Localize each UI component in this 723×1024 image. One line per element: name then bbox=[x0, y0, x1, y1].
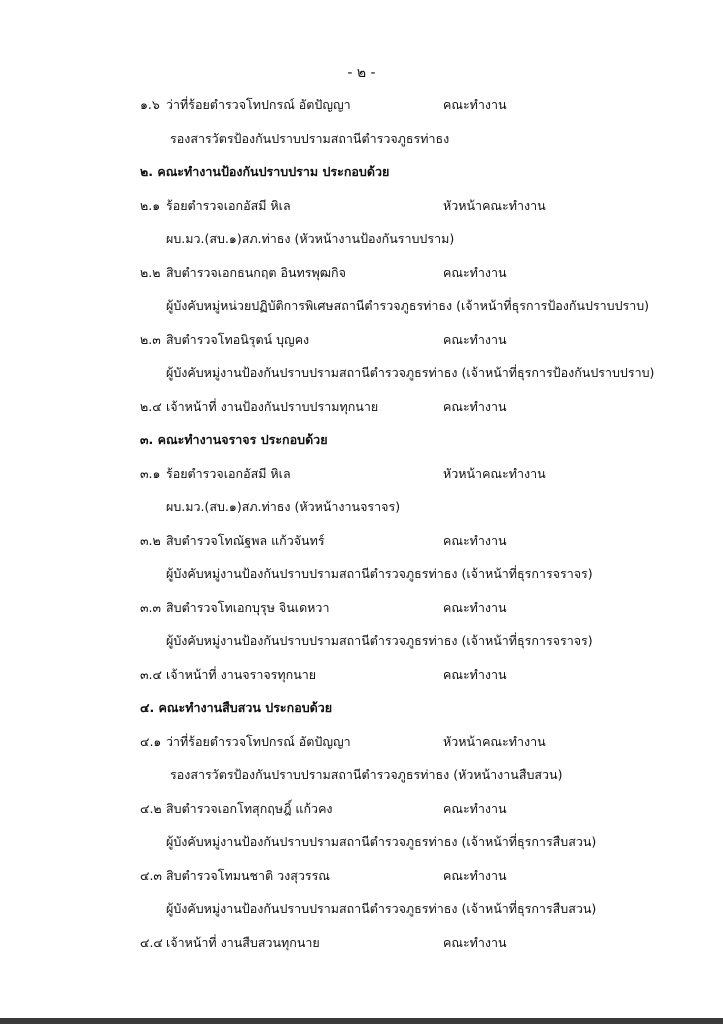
member-name: เจ้าหน้าที่ งานป้องกันปราบปรามทุกนาย bbox=[166, 398, 379, 414]
member-role: หัวหน้าคณะทำงาน bbox=[443, 197, 546, 213]
member-role: คณะทำงาน bbox=[443, 264, 507, 280]
member-line bbox=[0, 725, 723, 759]
section-heading bbox=[0, 155, 723, 189]
item-number: ๑.๖ bbox=[140, 97, 160, 112]
position-text: ผบ.มว.(สบ.๑)สภ.ท่าธง (หัวหน้างานจราจร) bbox=[166, 499, 401, 514]
section-heading-text: ๓. คณะทำงานจราจร ประกอบด้วย bbox=[140, 432, 328, 447]
member-line bbox=[0, 390, 723, 424]
member-name: สิบตำรวจเอกโทสุกฤษฎิ์ แก้วคง bbox=[166, 800, 333, 816]
section-heading-text: ๒. คณะทำงานป้องกันปราบปราม ประกอบด้วย bbox=[140, 164, 390, 179]
position-line bbox=[0, 222, 723, 256]
member-role: หัวหน้าคณะทำงาน bbox=[443, 465, 546, 481]
member-line bbox=[0, 256, 723, 290]
member-name: ว่าที่ร้อยตำรวจโทปกรณ์ อัตปัญญา bbox=[166, 733, 351, 749]
member-role: คณะทำงาน bbox=[443, 666, 507, 682]
position-line bbox=[0, 490, 723, 524]
document-content bbox=[0, 88, 723, 959]
position-text: ผู้บังคับหมู่งานป้องกันปราบปรามสถานีตำรวจภูธรท่าธง (เจ้าหน้าที่ธุรการจราจร) bbox=[166, 633, 593, 648]
section-heading bbox=[0, 691, 723, 725]
item-number: ๒.๓ bbox=[140, 331, 161, 347]
member-role: คณะทำงาน bbox=[443, 599, 507, 615]
item-number: ๓.๓ bbox=[140, 599, 162, 615]
position-line bbox=[0, 356, 723, 390]
member-role: คณะทำงาน bbox=[443, 97, 507, 112]
member-name: ว่าที่ร้อยตำรวจโทปกรณ์ อัตปัญญา bbox=[166, 97, 351, 112]
member-role: คณะทำงาน bbox=[443, 867, 507, 883]
page-number: - ๒ - bbox=[347, 65, 376, 81]
item-number: ๒.๒ bbox=[140, 264, 161, 280]
member-role: คณะทำงาน bbox=[443, 398, 507, 414]
member-role: คณะทำงาน bbox=[443, 532, 507, 548]
item-number: ๔.๒ bbox=[140, 800, 162, 816]
member-line bbox=[0, 591, 723, 625]
member-name: ร้อยตำรวจเอกอัสมี หิเล bbox=[166, 465, 291, 481]
member-role: คณะทำงาน bbox=[443, 331, 507, 347]
member-role: คณะทำงาน bbox=[443, 800, 507, 816]
position-text: รองสารวัตรป้องกันปราบปรามสถานีตำรวจภูธรท่าธง (หัวหน้างานสืบสวน) bbox=[170, 767, 563, 782]
position-text: ผู้บังคับหมู่งานป้องกันปราบปรามสถานีตำรวจภูธรท่าธง (เจ้าหน้าที่ธุรการป้องกันปราบปราบ) bbox=[166, 365, 655, 380]
member-role: คณะทำงาน bbox=[443, 934, 507, 950]
member-line bbox=[0, 88, 723, 122]
position-line bbox=[0, 825, 723, 859]
member-line bbox=[0, 859, 723, 893]
position-text: รองสารวัตรป้องกันปราบปรามสถานีตำรวจภูธรท่าธง bbox=[170, 130, 450, 146]
position-line bbox=[0, 892, 723, 926]
bottom-edge-bar bbox=[0, 1018, 723, 1024]
member-name: สิบตำรวจโทมนชาติ วงสุวรรณ bbox=[166, 867, 330, 883]
member-line bbox=[0, 658, 723, 692]
position-text: ผบ.มว.(สบ.๑)สภ.ท่าธง (หัวหน้างานป้องกันราบปราม) bbox=[166, 231, 455, 246]
member-name: สิบตำรวจโทณัฐพล แก้วจันทร์ bbox=[166, 532, 325, 548]
item-number: ๒.๔ bbox=[140, 398, 162, 414]
position-line bbox=[0, 289, 723, 323]
member-name: สิบตำรวจโทเอกบุรุษ จินเดหวา bbox=[166, 599, 330, 615]
member-name: ร้อยตำรวจเอกอัสมี หิเล bbox=[166, 197, 291, 213]
member-name: สิบตำรวจเอกธนกฤต อินทรพุฒกิจ bbox=[166, 264, 346, 280]
section-heading bbox=[0, 423, 723, 457]
position-text: ผู้บังคับหมู่งานป้องกันปราบปรามสถานีตำรวจภูธรท่าธง (เจ้าหน้าที่ธุรการสืบสวน) bbox=[166, 834, 597, 849]
member-name: เจ้าหน้าที่ งานจราจรทุกนาย bbox=[166, 666, 317, 682]
item-number: ๔.๔ bbox=[140, 934, 163, 950]
item-number: ๓.๒ bbox=[140, 532, 161, 548]
item-number: ๓.๔ bbox=[140, 666, 162, 682]
member-name: สิบตำรวจโทอนิรุตน์ บุญคง bbox=[166, 331, 310, 347]
position-line bbox=[0, 557, 723, 591]
member-line bbox=[0, 457, 723, 491]
section-heading-text: ๔. คณะทำงานสืบสวน ประกอบด้วย bbox=[140, 700, 333, 715]
member-role: หัวหน้าคณะทำงาน bbox=[443, 733, 546, 749]
member-line bbox=[0, 189, 723, 223]
item-number: ๔.๑ bbox=[140, 733, 162, 749]
position-line bbox=[0, 122, 723, 156]
item-number: ๒.๑ bbox=[140, 197, 161, 213]
position-text: ผู้บังคับหมู่หน่วยปฏิบัติการพิเศษสถานีตำรวจภูธรท่าธง (เจ้าหน้าที่ธุรการป้องกันปราบปราบ) bbox=[166, 298, 650, 313]
item-number: ๓.๑ bbox=[140, 465, 161, 481]
item-number: ๔.๓ bbox=[140, 867, 162, 883]
position-line bbox=[0, 758, 723, 792]
member-line bbox=[0, 524, 723, 558]
member-line bbox=[0, 323, 723, 357]
position-text: ผู้บังคับหมู่งานป้องกันปราบปรามสถานีตำรวจภูธรท่าธง (เจ้าหน้าที่ธุรการสืบสวน) bbox=[166, 901, 597, 916]
member-line bbox=[0, 792, 723, 826]
position-line bbox=[0, 624, 723, 658]
member-name: เจ้าหน้าที่ งานสืบสวนทุกนาย bbox=[166, 934, 320, 950]
position-text: ผู้บังคับหมู่งานป้องกันปราบปรามสถานีตำรวจภูธรท่าธง (เจ้าหน้าที่ธุรการจราจร) bbox=[166, 566, 593, 581]
member-line bbox=[0, 926, 723, 960]
